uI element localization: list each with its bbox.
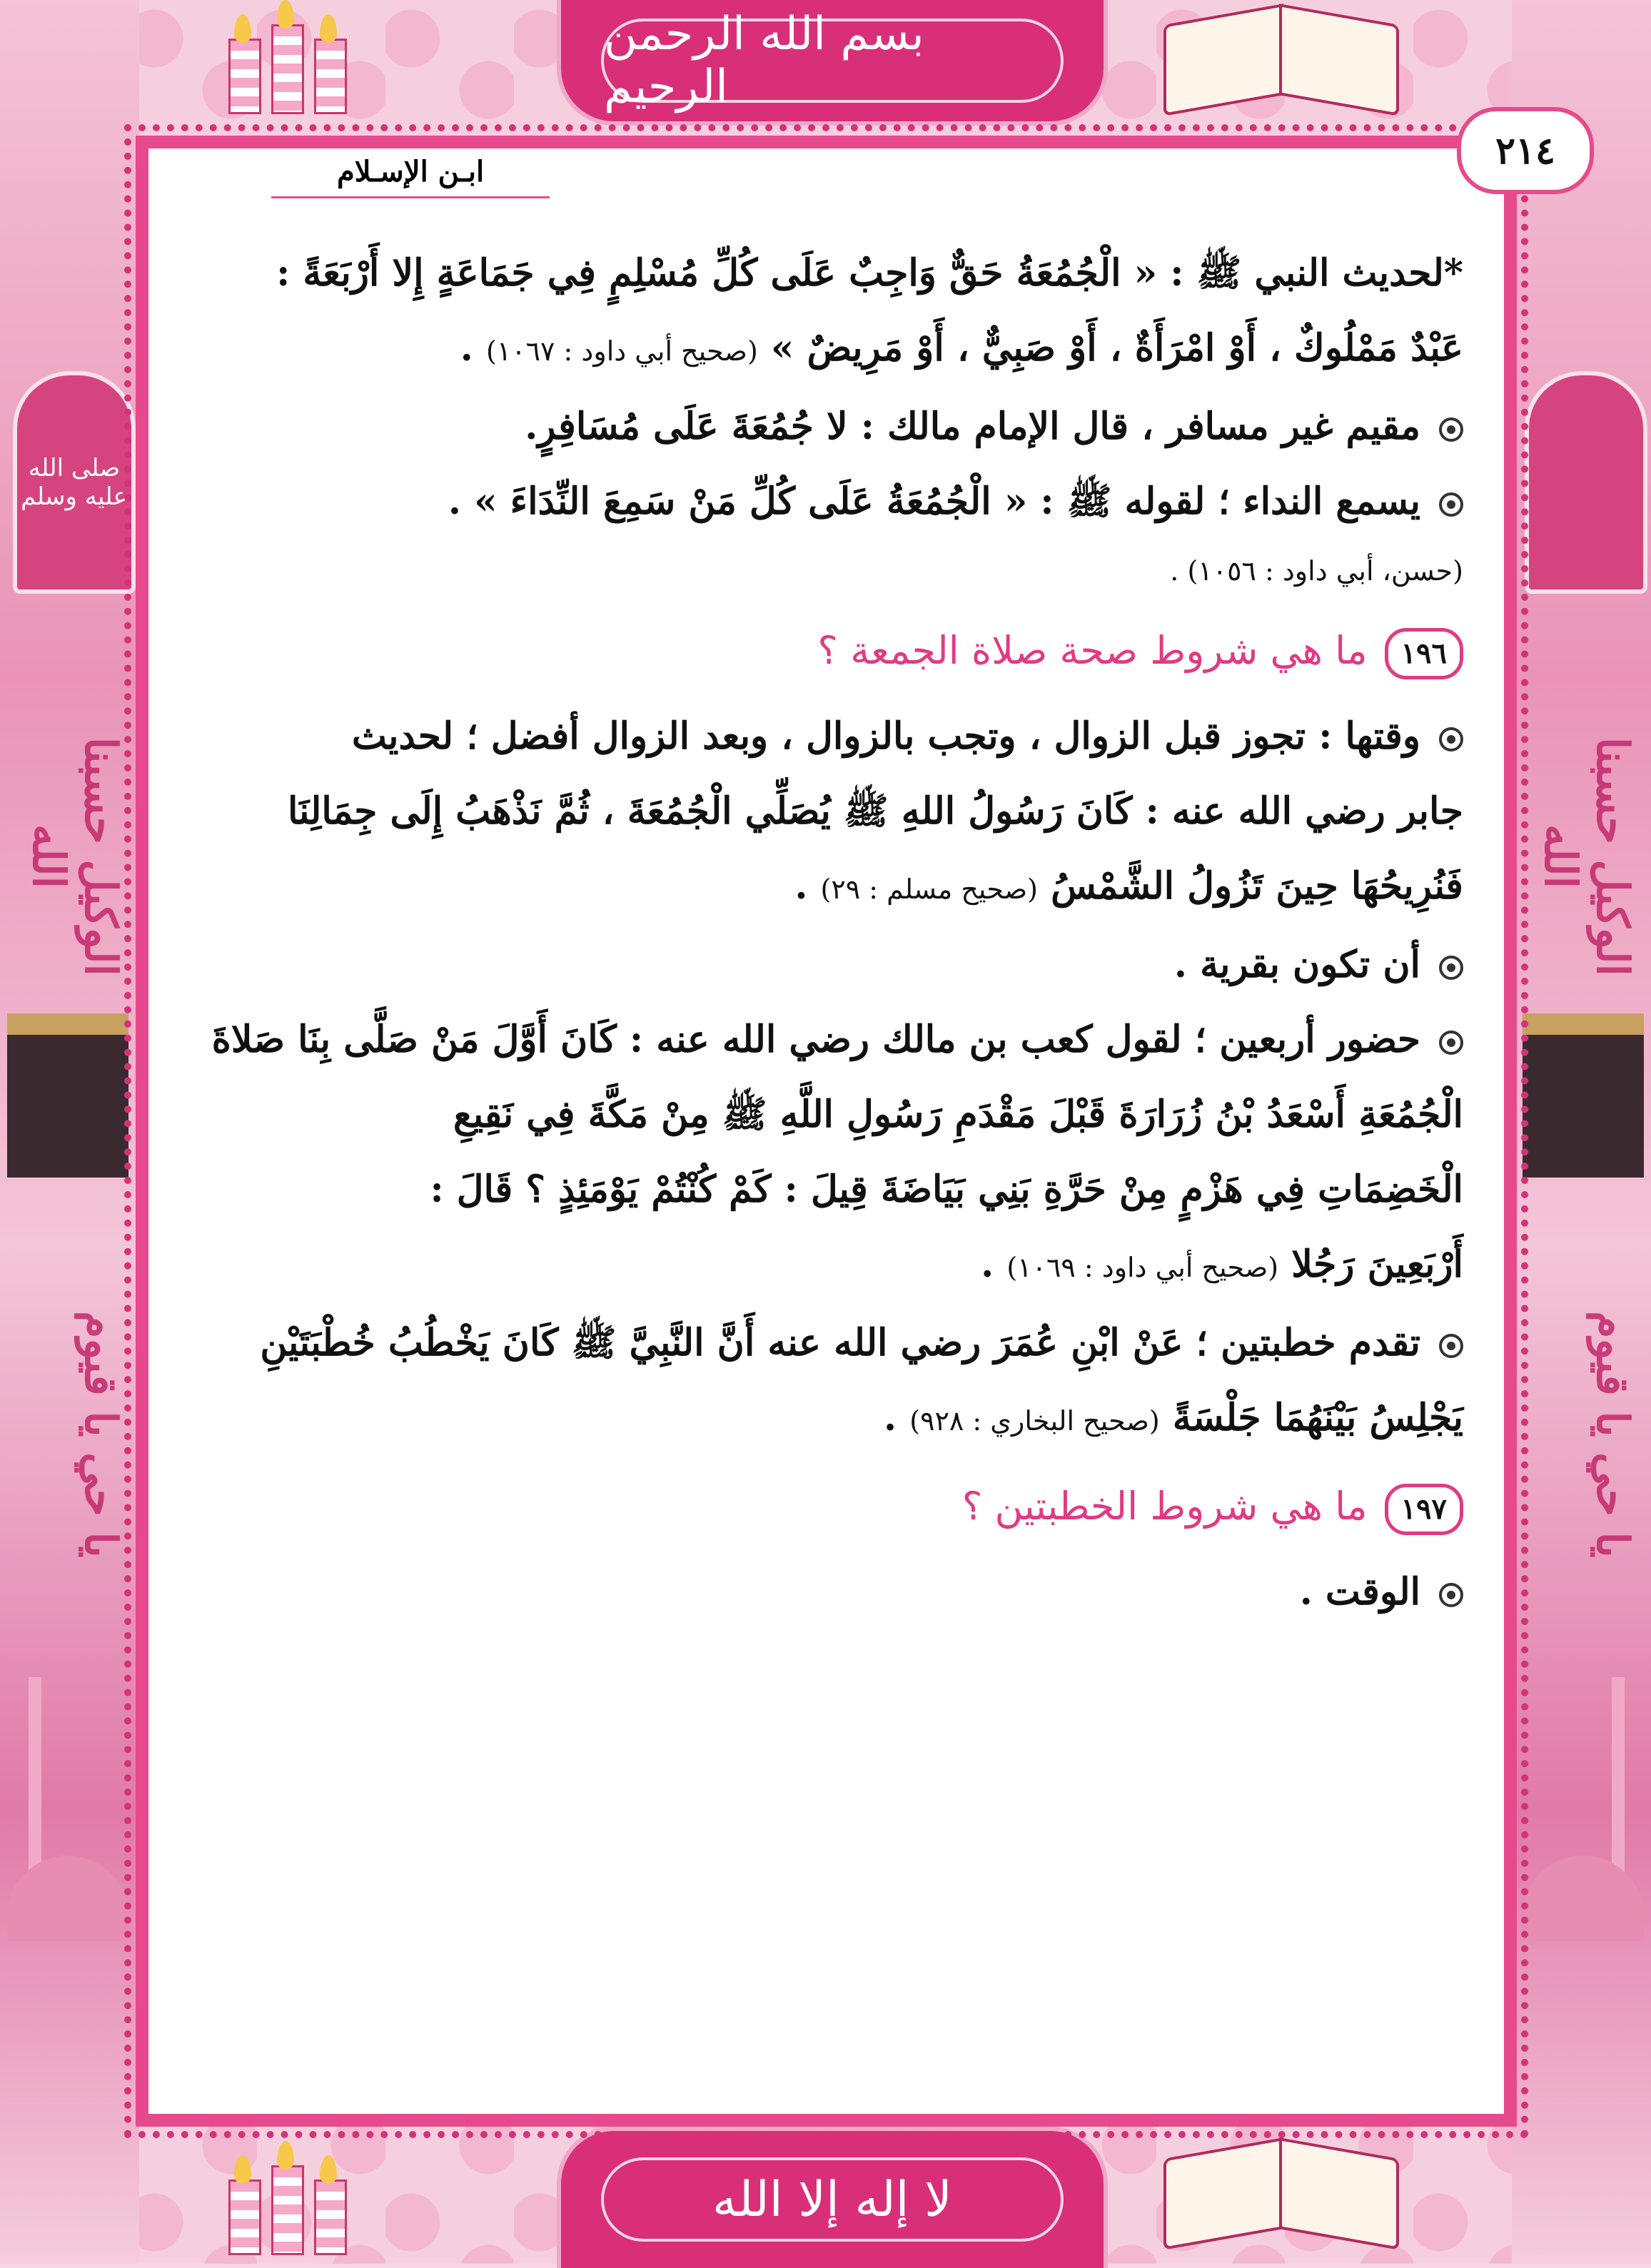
bullet-icon: [1439, 1334, 1463, 1358]
list-item-text: أن تكون بقرية .: [1173, 943, 1420, 986]
candle: [228, 2180, 261, 2255]
candle: [271, 24, 304, 114]
list-item-text: حضور أربعين ؛ لقول كعب بن مالك رضي الله عنه : كَانَ أَوَّلَ مَنْ صَلَّى بِنَا صَلاةَ: [211, 1018, 1420, 1061]
left-calligraphy-2: يا حي يا قيوم: [75, 1311, 127, 1558]
left-kaaba-image: [7, 1013, 128, 1178]
book-page-right: [1279, 4, 1399, 116]
line-end: .: [981, 1242, 1007, 1286]
question-197: [178, 1467, 1463, 1546]
left-decorative-panel: [0, 0, 139, 2264]
right-calligraphy-1: الوكيل حسبنا الله: [1535, 736, 1639, 976]
running-header-title: ابـن الإسـلام: [271, 146, 550, 198]
list-item-continuation: جابر رضي الله عنه : كَانَ رَسُولُ اللهِ ﷺ يُصَلِّي الْجُمُعَةَ ، ثُمَّ نَذْهَبُ إِلَى جِمَالِنَا: [288, 789, 1463, 833]
bottom-banner: [557, 2127, 1108, 2268]
open-book-icon: [1163, 7, 1399, 114]
list-item-text: مقيم غير مسافر ، قال الإمام مالك : لا جُمُعَةَ عَلَى مُسَافِرٍ.: [525, 405, 1420, 448]
left-minaret: [29, 1677, 41, 1891]
right-decorative-panel: [1512, 0, 1651, 2264]
list-item-continuation: [178, 1380, 1463, 1459]
candle: [228, 39, 261, 114]
bullet-icon: [1439, 492, 1463, 517]
flame-icon: [234, 2155, 251, 2184]
question-196: [178, 612, 1463, 690]
right-kaaba-image: [1523, 1013, 1644, 1178]
left-calligraphy-1: الوكيل حسبنا الله: [23, 736, 127, 976]
list-item-text: يسمع النداء ؛ لقوله ﷺ : « الْجُمُعَةُ عَلَى كُلِّ مَنْ سَمِعَ النِّدَاءَ » .: [448, 480, 1420, 523]
list-item-text: يَجْلِسُ بَيْنَهُمَا جَلْسَةً: [1172, 1396, 1463, 1439]
line-end: .: [884, 1396, 910, 1439]
top-banner: [557, 0, 1108, 126]
flame-icon: [234, 14, 251, 43]
book-page-left: [1163, 2137, 1283, 2250]
right-minaret: [1612, 1677, 1625, 1891]
list-item: [178, 1002, 1463, 1077]
hadith-reference: (صحيح البخاري : ٩٢٨): [909, 1405, 1160, 1437]
page-body: [178, 236, 1463, 1629]
right-medallion: [1525, 371, 1647, 594]
basmala-calligraphy: بسم الله الرحمن الرحيم: [601, 19, 1064, 103]
bullet-icon: [1439, 727, 1463, 751]
list-item-text: وقتها : تجوز قبل الزوال ، وتجب بالزوال ، وبعد الزوال أفضل ؛ لحديث: [351, 714, 1420, 758]
right-calligraphy-2: يا حي يا قيوم: [1587, 1311, 1639, 1558]
hadith-line-1: *لحديث النبي ﷺ : « الْجُمُعَةُ حَقٌّ وَاجِبٌ عَلَى كُلِّ مُسْلِمٍ فِي جَمَاعَةٍ إِلا أَرْبَعَةً :: [276, 251, 1463, 295]
candle: [271, 2165, 304, 2255]
list-item: [178, 389, 1463, 464]
bullet-icon: [1439, 1031, 1463, 1055]
left-medallion: [13, 371, 136, 594]
question-number-badge: ١٩٦: [1385, 628, 1463, 679]
open-book-icon: [1163, 2141, 1399, 2248]
hadith-reference: (صحيح مسلم : ٢٩): [820, 874, 1038, 905]
shahada-calligraphy: لا إله إلا الله: [601, 2157, 1064, 2242]
hadith-line-2: [178, 310, 1463, 389]
bullet-icon: [1439, 956, 1463, 980]
list-item-text: أَرْبَعِينَ رَجُلا: [1291, 1242, 1463, 1286]
flame-icon: [320, 2155, 337, 2184]
line-end: .: [794, 864, 821, 908]
list-item: [178, 1305, 1463, 1380]
list-item-continuation: [178, 1227, 1463, 1305]
list-item: [178, 464, 1463, 539]
list-item-continuation: [178, 849, 1463, 927]
list-item-continuation: الْجُمُعَةِ أَسْعَدُ بْنُ زُرَارَةَ قَبْلَ مَقْدَمِ رَسُولِ اللَّهِ ﷺ مِنْ مَكَّةَ فِي نَقِيعِ: [453, 1093, 1463, 1136]
hadith-text: عَبْدٌ مَمْلُوكٌ ، أَوْ امْرَأَةٌ ، أَوْ صَبِيٌّ ، أَوْ مَرِيضٌ »: [770, 326, 1463, 370]
hadith-reference: (صحيح أبي داود : ١٠٦٩): [1006, 1252, 1279, 1283]
list-item-text: تقدم خطبتين ؛ عَنْ ابْنِ عُمَرَ رضي الله عنه أَنَّ النَّبِيَّ ﷺ كَانَ يَخْطُبُ خُطْبَتَيْنِ: [260, 1321, 1420, 1365]
candle: [314, 39, 347, 114]
bullet-icon: [1439, 417, 1463, 442]
hadith-reference: (صحيح أبي داود : ١٠٦٧): [486, 335, 758, 367]
top-candles: [214, 7, 357, 114]
page-number: ٢١٤: [1457, 107, 1594, 194]
book-page-right: [1279, 2137, 1399, 2250]
list-item-text: الوقت .: [1299, 1570, 1420, 1614]
left-medallion-text: صلى الله عليه وسلم: [21, 454, 128, 511]
book-page-left: [1163, 4, 1283, 116]
question-text: ما هي شروط الخطبتين ؟: [961, 1484, 1368, 1529]
question-number-badge: ١٩٧: [1385, 1484, 1463, 1535]
reference-line: (حسن، أبي داود : ١٠٥٦) .: [1170, 555, 1463, 587]
left-dome: [7, 1856, 128, 1941]
question-text: ما هي شروط صحة صلاة الجمعة ؟: [817, 628, 1368, 673]
candle: [314, 2180, 347, 2255]
right-dome: [1523, 1856, 1644, 1941]
flame-icon: [320, 14, 337, 43]
list-item-text: فَنُرِيحُهَا حِينَ تَزُولُ الشَّمْسُ: [1051, 864, 1463, 908]
bullet-icon: [1439, 1583, 1463, 1607]
list-item: [178, 927, 1463, 1002]
bottom-candles: [214, 2148, 357, 2255]
list-item-continuation: الْخَضِمَاتِ فِي هَزْمٍ مِنْ حَرَّةِ بَنِي بَيَاضَةَ قِيلَ : كَمْ كُنْتُمْ يَوْمَئِذٍ ؟ قَالَ :: [430, 1168, 1463, 1211]
hadith-line-end: .: [460, 326, 486, 370]
list-item: [178, 699, 1463, 774]
list-item: [178, 1554, 1463, 1629]
